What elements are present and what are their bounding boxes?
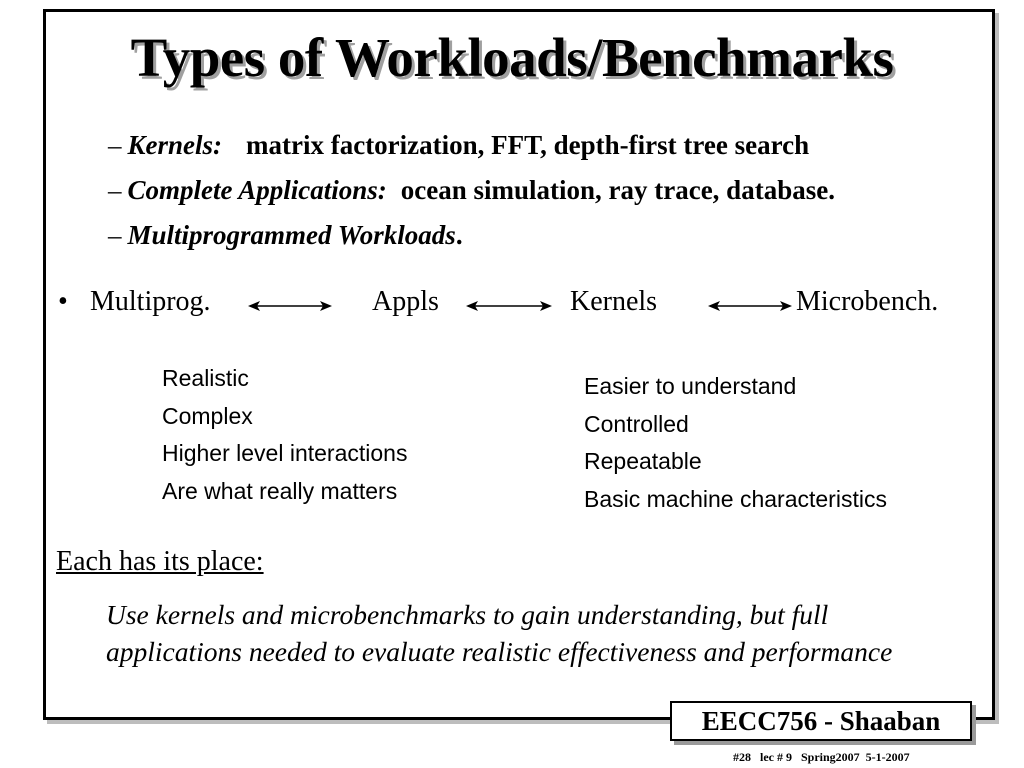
label-appls: Appls — [372, 286, 439, 317]
desc-applications: ocean simulation, ray trace, database. — [400, 175, 835, 205]
slide-footer: #28 lec # 9 Spring2007 5-1-2007 — [733, 750, 910, 764]
double-arrow-icon — [466, 296, 552, 316]
conclusion-text: Use kernels and microbenchmarks to gain understanding, but full applications needed to evaluate realistic effectiveness and performance — [106, 599, 893, 667]
sub-item-multiprogrammed — [108, 222, 463, 249]
list-item: Repeatable — [584, 448, 702, 474]
realistic-traits-list — [162, 360, 407, 510]
dash: – — [108, 130, 122, 160]
list-item: Easier to understand — [584, 373, 797, 399]
sub-item-kernels — [108, 132, 809, 159]
label-microbench: Microbench. — [796, 286, 939, 317]
double-arrow-icon — [708, 296, 792, 316]
term-multiprogrammed: Multiprogrammed Workloads — [127, 220, 456, 250]
simple-traits-list — [584, 368, 887, 518]
workload-spectrum — [58, 286, 988, 322]
label-multiprog: Multiprog. — [90, 286, 211, 317]
list-item: Controlled — [584, 410, 689, 437]
dash: – — [108, 175, 122, 205]
section-heading: Each has its place: — [56, 546, 264, 577]
list-item: Complex — [162, 402, 253, 429]
bullet-dot: • — [58, 286, 68, 317]
list-item: Realistic — [162, 365, 249, 391]
list-item: Basic machine characteristics — [584, 485, 887, 512]
slide-title: Types of Workloads/Benchmarks — [130, 27, 894, 88]
course-badge: EECC756 - Shaaban — [670, 701, 972, 741]
double-arrow-icon — [248, 296, 332, 316]
label-kernels: Kernels — [570, 286, 658, 317]
list-item: Higher level interactions — [162, 440, 408, 466]
list-item: Are what really matters — [162, 477, 398, 504]
desc-kernels: matrix factorization, FFT, depth-first tree search — [246, 130, 810, 160]
term-kernels: Kernels: — [127, 130, 222, 160]
term-applications: Complete Applications: — [127, 175, 387, 205]
dash: – — [108, 220, 122, 250]
sub-item-applications — [108, 177, 835, 204]
desc-multiprogrammed: . — [455, 220, 463, 250]
